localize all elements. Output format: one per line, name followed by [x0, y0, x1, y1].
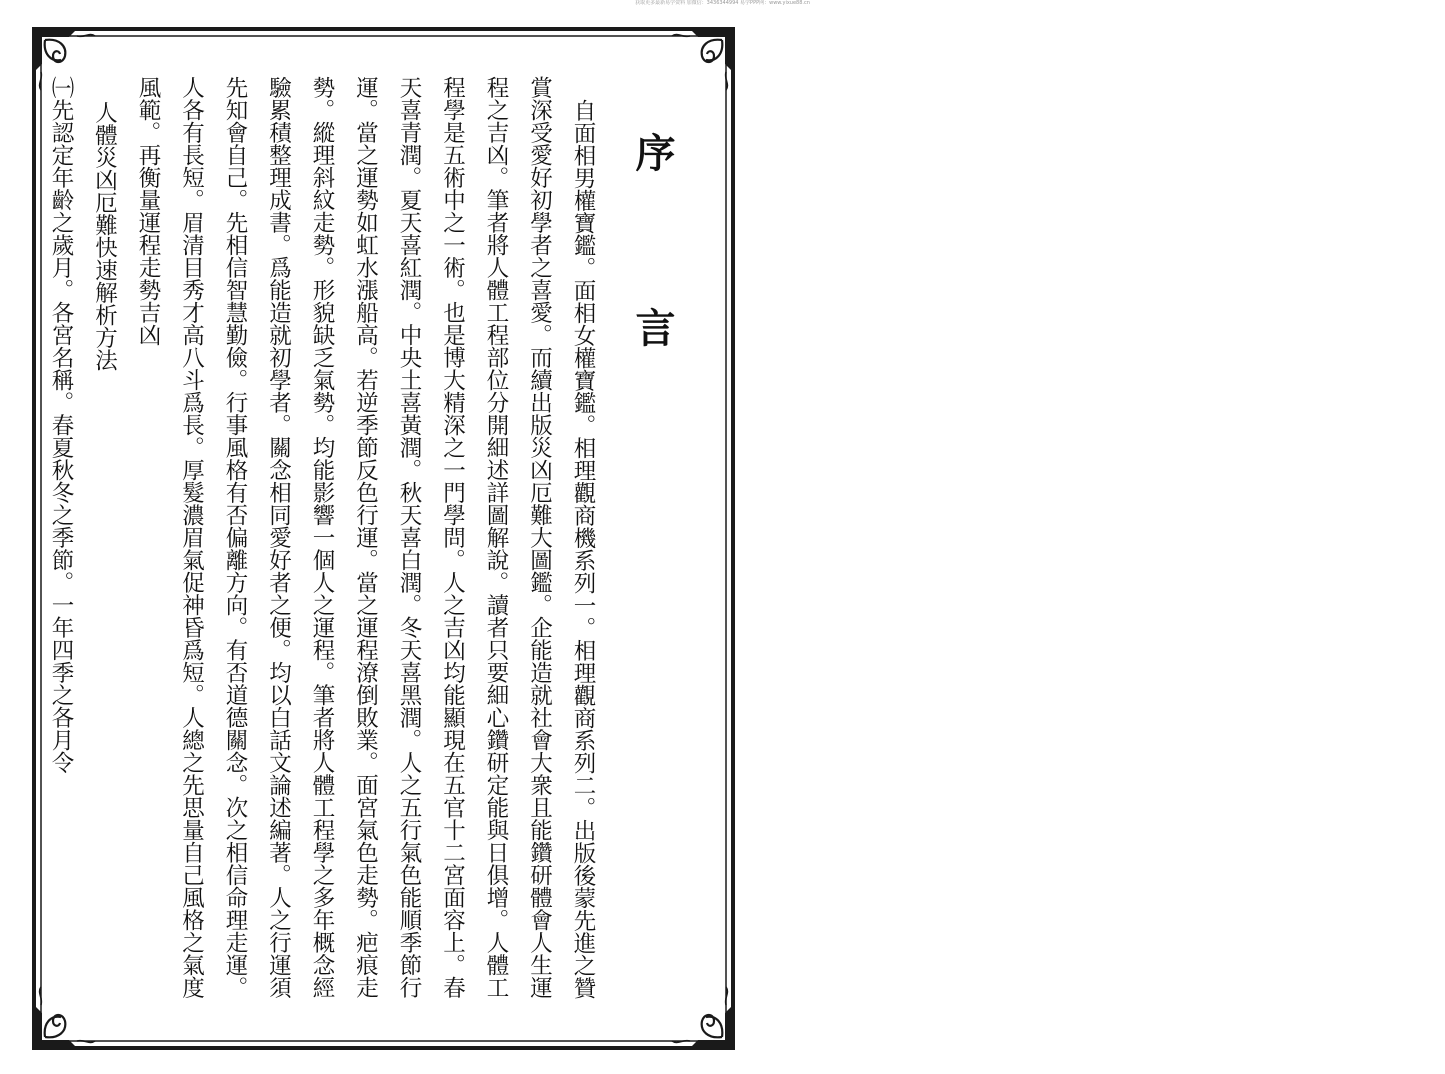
preface-title: 序 言 — [629, 132, 676, 391]
vertical-text-block — [48, 76, 681, 1006]
book-page — [31, 26, 736, 1051]
top-banner: 获取更多最新易学资料 加微信：3436344994 易学PPP网：www.yixue88.cn — [635, 0, 810, 6]
corner-ornament-top-right — [672, 29, 733, 90]
preface-paragraph: 自面相男權寶鑑。面相女權寶鑑。相理觀商機系列一。相理觀商系列二。出版後蒙先進之贊賞深受愛好初學者之喜愛。而續出版災凶厄難大圖鑑。企能造就社會大衆且能鑽研體會人生運程之吉凶。筆者將人體工程部位分開細述詳圖解說。讀者只要細心鑽研定能與日俱增。人體工程學是五術中之一術。也是博大精深之一門學問。人之吉凶均能顯現在五官十二宮面容上。春天喜青潤。夏天喜紅潤。中央土喜黃潤。秋天喜白潤。冬天喜黑潤。人之五行氣色能順季節行運。當之運勢如虹水漲船高。若逆季節反色行運。當之運程潦倒敗業。面宮氣色走勢。疤痕走勢。縱理斜紋走勢。形貌缺乏氣勢。均能影響一個人之運程。筆者將人體工程學之多年概念經驗累積整理成書。爲能造就初學者。關念相同愛好者之便。均以白話文論述編著。人之行運須先知會自己。先相信智慧勤儉。行事風格有否偏離方向。有否道德關念。次之相信命理走運。人各有長短。眉清目秀才高八斗爲長。厚髮濃眉氣促神昏爲短。人總之先思量自己風格之氣度風範。再衡量運程走勢吉凶 — [135, 76, 596, 999]
section-heading: 人體災凶厄難快速解析方法 — [91, 100, 118, 371]
corner-ornament-bottom-right — [672, 987, 733, 1048]
list-item-1: ㈠先認定年齡之歲月。各宮名稱。春夏秋冬之季節。一年四季之各月令 — [48, 76, 74, 774]
